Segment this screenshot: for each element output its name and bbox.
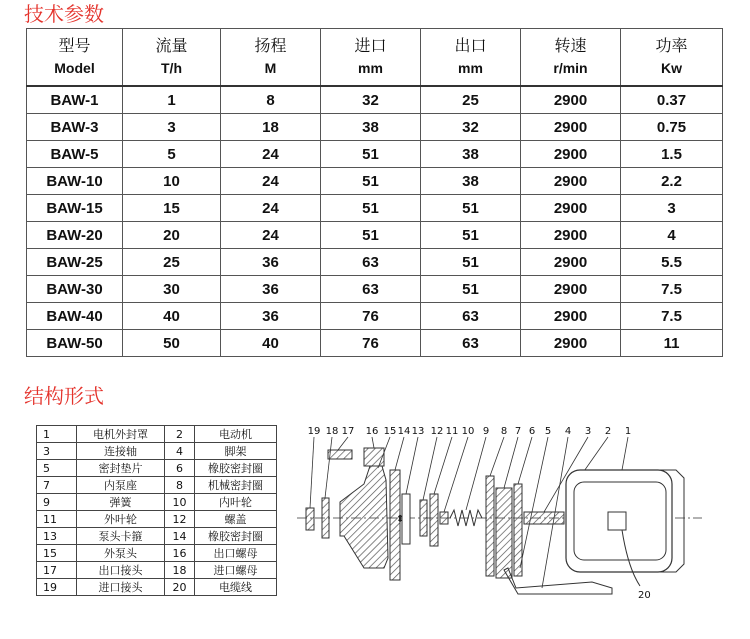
spec-header-en: T/h bbox=[161, 60, 182, 76]
part-number-cell: 8 bbox=[165, 477, 195, 494]
leader-line bbox=[395, 437, 404, 470]
leader-line bbox=[325, 437, 332, 498]
spec-table-cell: 2900 bbox=[521, 168, 621, 195]
leader-line bbox=[444, 437, 468, 512]
spec-table-cell: 51 bbox=[321, 195, 421, 222]
parts-table-row bbox=[37, 511, 277, 528]
spec-header-en: Kw bbox=[661, 60, 682, 76]
spec-table-cell: 50 bbox=[123, 330, 221, 357]
spec-table-cell: 2900 bbox=[521, 249, 621, 276]
part-number-cell: 1 bbox=[37, 426, 77, 443]
part-name-cell: 螺盖 bbox=[195, 511, 277, 528]
spec-table-cell: 51 bbox=[321, 141, 421, 168]
spec-table-cell: 38 bbox=[321, 114, 421, 141]
parts-table-row bbox=[37, 443, 277, 460]
part-connecting-shaft bbox=[524, 512, 564, 524]
spec-table-row bbox=[27, 303, 723, 330]
part-name-cell: 橡胶密封圈 bbox=[195, 460, 277, 477]
leader-line bbox=[372, 437, 374, 448]
spec-table-cell: 4 bbox=[621, 222, 723, 249]
leader-line bbox=[504, 437, 518, 488]
spec-table-cell: 32 bbox=[421, 114, 521, 141]
spec-table-cell: 76 bbox=[321, 303, 421, 330]
leader-line bbox=[622, 437, 628, 470]
spec-table-cell: 30 bbox=[123, 276, 221, 303]
leader-line bbox=[434, 437, 452, 494]
callout-11: 11 bbox=[445, 426, 459, 437]
section-title-structure: 结构形式 bbox=[24, 384, 104, 408]
spec-table-row bbox=[27, 330, 723, 357]
spec-table-row bbox=[27, 276, 723, 303]
spec-table-cell: 38 bbox=[421, 168, 521, 195]
callout-17: 17 bbox=[341, 426, 355, 437]
spec-table-cell: 40 bbox=[221, 330, 321, 357]
spec-table-cell: 8 bbox=[221, 86, 321, 114]
leader-line bbox=[520, 437, 548, 568]
spec-table-cell: 2900 bbox=[521, 276, 621, 303]
spec-header-zh: 功率 bbox=[655, 36, 688, 55]
part-name-cell: 出口螺母 bbox=[195, 545, 277, 562]
spec-header-row bbox=[27, 29, 723, 87]
spec-table-cell: 3 bbox=[621, 195, 723, 222]
part-number-cell: 6 bbox=[165, 460, 195, 477]
spec-table-cell: 51 bbox=[421, 195, 521, 222]
callout-7: 7 bbox=[514, 426, 522, 437]
parts-table-row bbox=[37, 460, 277, 477]
parts-table bbox=[36, 425, 277, 596]
spec-table-cell: BAW-1 bbox=[27, 86, 123, 114]
callout-5: 5 bbox=[544, 426, 552, 437]
spec-table-cell: 24 bbox=[221, 141, 321, 168]
spec-table-cell: 2900 bbox=[521, 86, 621, 114]
callout-2: 2 bbox=[604, 426, 612, 437]
callout-9: 9 bbox=[482, 426, 490, 437]
callout-20: 20 bbox=[638, 590, 651, 601]
spec-table-row bbox=[27, 168, 723, 195]
leader-line bbox=[466, 437, 486, 510]
part-outlet-connector bbox=[328, 450, 352, 459]
part-outer-impeller bbox=[430, 494, 438, 546]
part-rubber-seal-14 bbox=[390, 470, 400, 580]
part-number-cell: 7 bbox=[37, 477, 77, 494]
spec-header-zh: 扬程 bbox=[254, 36, 287, 55]
spec-header-zh: 进口 bbox=[354, 36, 387, 55]
spec-table-cell: 2900 bbox=[521, 114, 621, 141]
spec-header-en: Model bbox=[54, 60, 95, 76]
part-name-cell: 出口接头 bbox=[77, 562, 165, 579]
spec-table-cell: BAW-15 bbox=[27, 195, 123, 222]
spec-table-cell: BAW-20 bbox=[27, 222, 123, 249]
clamp-arrow: ⇕ bbox=[396, 514, 405, 525]
spec-table-row bbox=[27, 114, 723, 141]
spec-table-cell: 2.2 bbox=[621, 168, 723, 195]
part-number-cell: 2 bbox=[165, 426, 195, 443]
spec-table-cell: BAW-40 bbox=[27, 303, 123, 330]
spec-header-cell bbox=[421, 29, 521, 87]
part-mech-seal bbox=[486, 476, 494, 576]
spec-table-row bbox=[27, 222, 723, 249]
spec-table-cell: 63 bbox=[321, 249, 421, 276]
spec-table-cell: BAW-25 bbox=[27, 249, 123, 276]
part-number-cell: 14 bbox=[165, 528, 195, 545]
callout-8: 8 bbox=[500, 426, 508, 437]
spec-header-en: r/min bbox=[553, 60, 588, 76]
spec-table-cell: 2900 bbox=[521, 330, 621, 357]
part-inner-impeller bbox=[440, 512, 448, 524]
part-name-cell: 泵头卡箍 bbox=[77, 528, 165, 545]
part-name-cell: 弹簧 bbox=[77, 494, 165, 511]
spec-table-cell: 25 bbox=[123, 249, 221, 276]
part-number-cell: 5 bbox=[37, 460, 77, 477]
pump-exploded-diagram bbox=[292, 418, 712, 628]
spec-table-cell: 32 bbox=[321, 86, 421, 114]
part-inner-pump-seat bbox=[496, 488, 512, 578]
part-name-cell: 密封垫片 bbox=[77, 460, 165, 477]
callout-3: 3 bbox=[584, 426, 592, 437]
part-number-cell: 17 bbox=[37, 562, 77, 579]
spec-table-cell: 5.5 bbox=[621, 249, 723, 276]
part-nut-cap bbox=[420, 500, 427, 536]
spec-table-cell: 63 bbox=[321, 276, 421, 303]
spec-table-cell: 63 bbox=[421, 303, 521, 330]
diagram-callouts bbox=[308, 426, 632, 437]
spec-table-cell: 40 bbox=[123, 303, 221, 330]
callout-19: 19 bbox=[307, 426, 321, 437]
spec-header-en: mm bbox=[358, 60, 383, 76]
part-number-cell: 11 bbox=[37, 511, 77, 528]
spec-table-cell: 2900 bbox=[521, 222, 621, 249]
spec-table-cell: 51 bbox=[421, 222, 521, 249]
part-name-cell: 外泵头 bbox=[77, 545, 165, 562]
leader-line bbox=[338, 437, 348, 450]
leader-line bbox=[582, 437, 608, 474]
spec-table-cell: BAW-50 bbox=[27, 330, 123, 357]
spec-table-cell: 24 bbox=[221, 195, 321, 222]
spec-table-cell: 0.75 bbox=[621, 114, 723, 141]
part-name-cell: 进口螺母 bbox=[195, 562, 277, 579]
spec-header-cell bbox=[621, 29, 723, 87]
spec-table-cell: 7.5 bbox=[621, 303, 723, 330]
part-inlet-nut bbox=[322, 498, 329, 538]
callout-12: 12 bbox=[430, 426, 444, 437]
part-number-cell: 10 bbox=[165, 494, 195, 511]
spec-table-cell: 15 bbox=[123, 195, 221, 222]
part-name-cell: 橡胶密封圈 bbox=[195, 528, 277, 545]
part-number-cell: 9 bbox=[37, 494, 77, 511]
spec-header-cell bbox=[521, 29, 621, 87]
part-name-cell: 电机外封罩 bbox=[77, 426, 165, 443]
spec-table-row bbox=[27, 141, 723, 168]
spec-table-cell: 10 bbox=[123, 168, 221, 195]
parts-table-row bbox=[37, 494, 277, 511]
parts-table-row bbox=[37, 528, 277, 545]
spec-header-zh: 转速 bbox=[554, 36, 587, 55]
spec-table-cell: 25 bbox=[421, 86, 521, 114]
parts-table-row bbox=[37, 579, 277, 596]
leader-line bbox=[310, 437, 314, 508]
part-number-cell: 16 bbox=[165, 545, 195, 562]
leader-line bbox=[518, 437, 532, 484]
callout-1: 1 bbox=[624, 426, 632, 437]
leader-line bbox=[406, 437, 418, 494]
callout-15: 15 bbox=[383, 426, 397, 437]
spec-table-cell: BAW-3 bbox=[27, 114, 123, 141]
spec-table-cell: 11 bbox=[621, 330, 723, 357]
spec-table-cell: 38 bbox=[421, 141, 521, 168]
part-name-cell: 电缆线 bbox=[195, 579, 277, 596]
spec-table-cell: 5 bbox=[123, 141, 221, 168]
spec-table bbox=[26, 28, 723, 357]
spec-table-cell: 36 bbox=[221, 249, 321, 276]
part-name-cell: 外叶轮 bbox=[77, 511, 165, 528]
spec-table-cell: 24 bbox=[221, 168, 321, 195]
spec-table-cell: 63 bbox=[421, 330, 521, 357]
part-name-cell: 进口接头 bbox=[77, 579, 165, 596]
spec-table-row bbox=[27, 86, 723, 114]
spec-table-cell: BAW-30 bbox=[27, 276, 123, 303]
part-number-cell: 12 bbox=[165, 511, 195, 528]
leader-line bbox=[490, 437, 504, 476]
spec-header-zh: 流量 bbox=[155, 36, 188, 55]
spec-table-cell: 36 bbox=[221, 303, 321, 330]
part-number-cell: 19 bbox=[37, 579, 77, 596]
callout-4: 4 bbox=[564, 426, 572, 437]
part-name-cell: 内泵座 bbox=[77, 477, 165, 494]
spec-table-cell: 3 bbox=[123, 114, 221, 141]
spec-table-cell: 76 bbox=[321, 330, 421, 357]
spec-header-cell bbox=[27, 29, 123, 87]
parts-table-body bbox=[37, 426, 277, 596]
spec-table-cell: 51 bbox=[321, 222, 421, 249]
part-name-cell: 电动机 bbox=[195, 426, 277, 443]
spec-table-cell: 51 bbox=[421, 276, 521, 303]
part-number-cell: 4 bbox=[165, 443, 195, 460]
parts-table-row bbox=[37, 477, 277, 494]
part-number-cell: 18 bbox=[165, 562, 195, 579]
part-name-cell: 脚架 bbox=[195, 443, 277, 460]
part-name-cell: 内叶轮 bbox=[195, 494, 277, 511]
callout-18: 18 bbox=[325, 426, 339, 437]
part-name-cell: 机械密封圈 bbox=[195, 477, 277, 494]
part-rubber-seal-6 bbox=[514, 484, 522, 576]
spec-table-cell: 24 bbox=[221, 222, 321, 249]
spec-header-zh: 型号 bbox=[58, 36, 91, 55]
spec-table-cell: 2900 bbox=[521, 195, 621, 222]
part-inlet-connector bbox=[306, 508, 314, 530]
spec-table-cell: 1.5 bbox=[621, 141, 723, 168]
spec-header-zh: 出口 bbox=[454, 36, 487, 55]
spec-header-cell bbox=[321, 29, 421, 87]
spec-table-cell: 1 bbox=[123, 86, 221, 114]
spec-table-row bbox=[27, 195, 723, 222]
callout-13: 13 bbox=[411, 426, 425, 437]
part-motor bbox=[566, 470, 672, 572]
callout-14: 14 bbox=[397, 426, 411, 437]
callout-10: 10 bbox=[461, 426, 475, 437]
spec-table-cell: 2900 bbox=[521, 303, 621, 330]
spec-table-cell: 51 bbox=[321, 168, 421, 195]
spec-table-cell: 7.5 bbox=[621, 276, 723, 303]
spec-header-cell bbox=[221, 29, 321, 87]
spec-table-row bbox=[27, 249, 723, 276]
spec-table-cell: 36 bbox=[221, 276, 321, 303]
spec-table-cell: 20 bbox=[123, 222, 221, 249]
spec-table-cell: BAW-5 bbox=[27, 141, 123, 168]
part-number-cell: 20 bbox=[165, 579, 195, 596]
part-number-cell: 15 bbox=[37, 545, 77, 562]
spec-table-cell: 51 bbox=[421, 249, 521, 276]
callout-16: 16 bbox=[365, 426, 379, 437]
spec-table-body bbox=[27, 86, 723, 357]
parts-table-row bbox=[37, 426, 277, 443]
spec-header-en: M bbox=[264, 60, 277, 76]
parts-table-row bbox=[37, 545, 277, 562]
spec-table-cell: BAW-10 bbox=[27, 168, 123, 195]
spec-table-cell: 2900 bbox=[521, 141, 621, 168]
part-number-cell: 13 bbox=[37, 528, 77, 545]
part-number-cell: 3 bbox=[37, 443, 77, 460]
part-name-cell: 连接轴 bbox=[77, 443, 165, 460]
part-outlet-nut bbox=[364, 448, 384, 466]
spec-header-en: mm bbox=[458, 60, 483, 76]
parts-table-row bbox=[37, 562, 277, 579]
callout-6: 6 bbox=[528, 426, 536, 437]
spec-header-cell bbox=[123, 29, 221, 87]
spec-table-cell: 18 bbox=[221, 114, 321, 141]
spec-table-cell: 0.37 bbox=[621, 86, 723, 114]
part-outer-pump-head bbox=[340, 466, 388, 568]
section-title-specs: 技术参数 bbox=[24, 2, 104, 26]
